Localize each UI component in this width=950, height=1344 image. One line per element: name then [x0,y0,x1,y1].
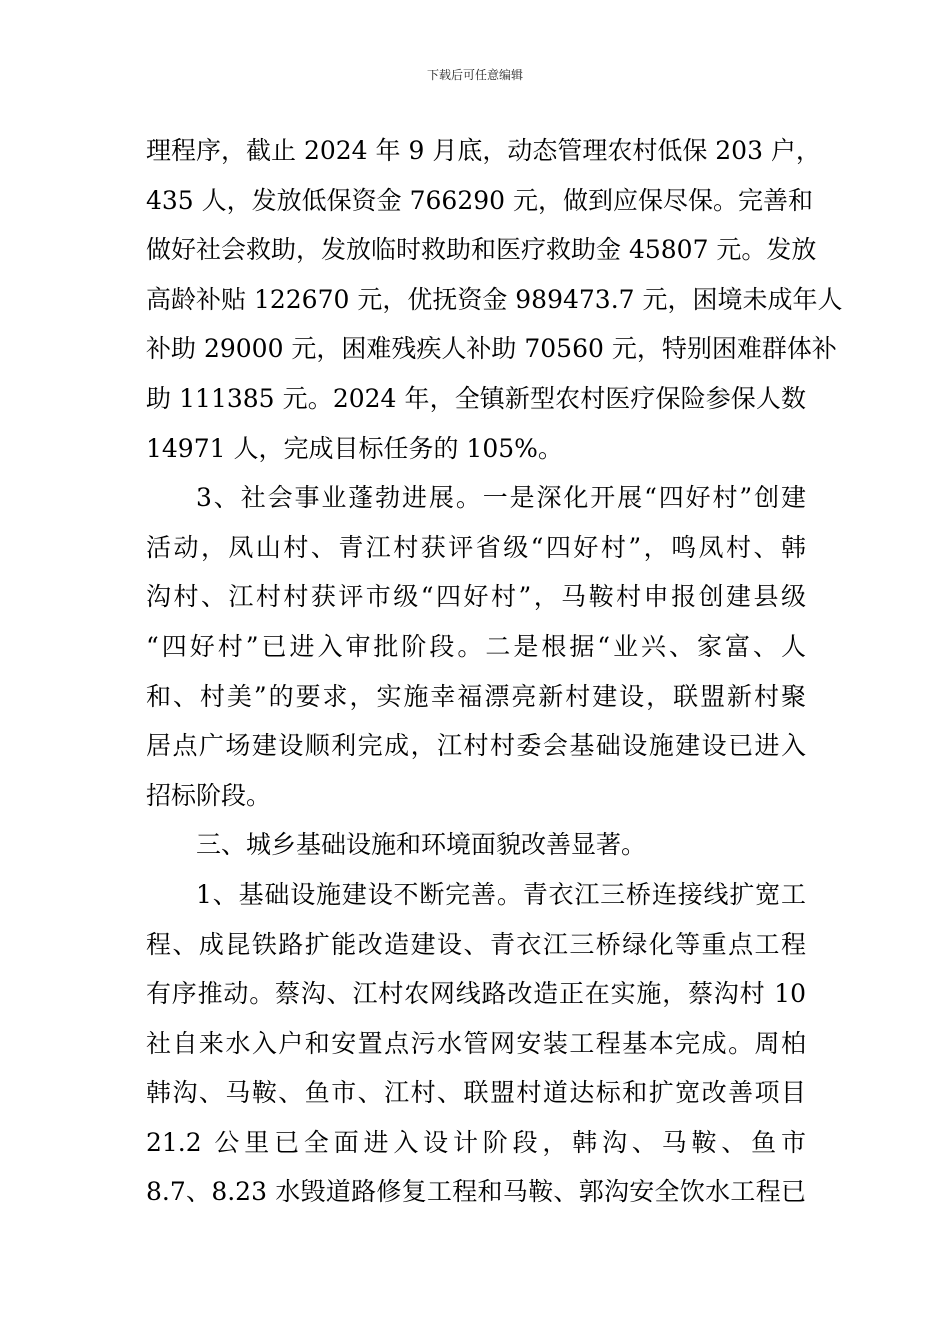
page-header: 下载后可任意编辑 [426,68,523,82]
text-line: 和、村美”的要求，实施幸福漂亮新村建设，联盟新村聚 [146,681,806,711]
text-line: 招标阶段。 [146,780,272,810]
text-line: 助 111385 元。2024 年，全镇新型农村医疗保险参保人数 [146,383,806,413]
text-line: 活动，凤山村、青江村获评省级“四好村”，鸣凤村、韩 [146,532,806,562]
text-line: 3、社会事业蓬勃进展。一是深化开展“四好村”创建 [196,483,806,513]
text-line: 14971 人，完成目标任务的 105%。 [146,433,563,463]
text-line: 居点广场建设顺利完成，江村村委会基础设施建设已进入 [146,731,806,761]
text-line: 做好社会救助，发放临时救助和医疗救助金 45807 元。发放 [146,235,817,265]
text-line: 理程序，截止 2024 年 9 月底，动态管理农村低保 203 户， [146,136,821,165]
text-line: 韩沟、马鞍、鱼市、江村、联盟村道达标和扩宽改善项目 [146,1078,806,1108]
document-body [146,126,843,1217]
text-line: 435 人，发放低保资金 766290 元，做到应保尽保。完善和 [146,185,813,215]
text-line: 有序推动。蔡沟、江村农网线路改造正在实施，蔡沟村 10 [146,979,806,1009]
text-line: 补助 29000 元，困难残疾人补助 70560 元，特别困难群体补 [146,334,837,364]
text-line: 1、基础设施建设不断完善。青衣江三桥连接线扩宽工 [196,879,806,909]
section-heading: 三、城乡基础设施和环境面貌改善显著。 [196,830,647,860]
text-line: 高龄补贴 122670 元，优抚资金 989473.7 元，困境未成年人 [146,284,843,314]
text-line: 沟村、江村村获评市级“四好村”，马鞍村申报创建县级 [146,582,806,612]
text-line: 社自来水入户和安置点污水管网安装工程基本完成。周柏 [146,1028,806,1058]
text-line: 8.7、8.23 水毁道路修复工程和马鞍、郭沟安全饮水工程已 [146,1177,806,1207]
text-line: “四好村”已进入审批阶段。二是根据“业兴、家富、人 [146,631,806,661]
text-line: 21.2 公里已全面进入设计阶段，韩沟、马鞍、鱼市 [146,1127,806,1157]
text-line: 程、成昆铁路扩能改造建设、青衣江三桥绿化等重点工程 [146,929,806,959]
